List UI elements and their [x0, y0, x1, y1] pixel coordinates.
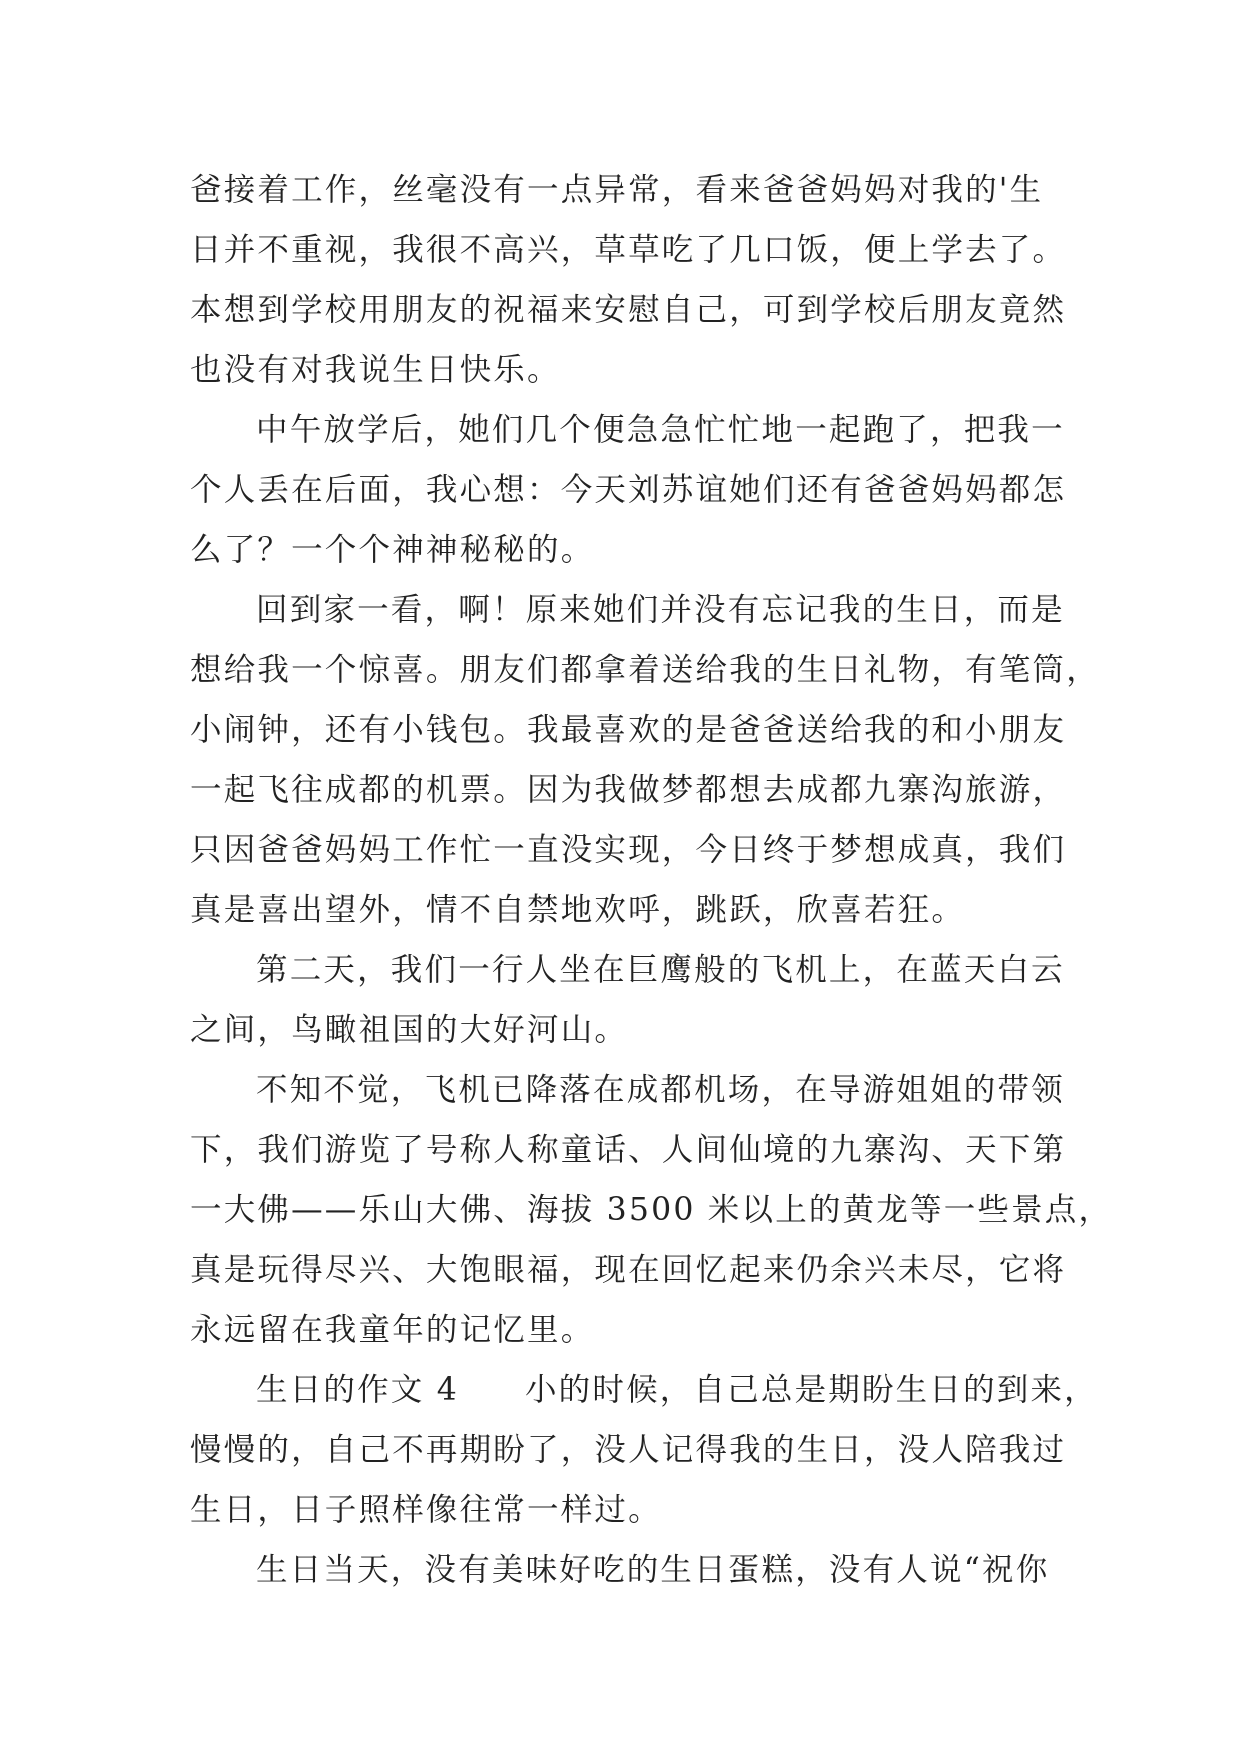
- text-line: 爸接着工作，丝毫没有一点异常，看来爸爸妈妈对我的'生: [190, 172, 1044, 208]
- text-line: 一起飞往成都的机票。因为我做梦都想去成都九寨沟旅游，: [190, 772, 1067, 808]
- text-line: 慢慢的，自己不再期盼了，没人记得我的生日，没人陪我过: [190, 1432, 1067, 1468]
- text-line: 生日，日子照样像往常一样过。: [190, 1492, 662, 1528]
- text-line: 下，我们游览了号称人称童话、人间仙境的九寨沟、天下第: [190, 1132, 1067, 1168]
- essay-first-sentence: 小的时候，自己总是期盼生日的到来，: [524, 1372, 1098, 1408]
- paragraph-start-line: 回到家一看，啊！原来她们并没有忘记我的生日，而是: [256, 592, 1065, 628]
- text-line: 么了？一个个神神秘秘的。: [190, 532, 595, 568]
- paragraph-start-line: 生日当天，没有美味好吃的生日蛋糕，没有人说“祝你: [256, 1552, 1050, 1588]
- text-line: 也没有对我说生日快乐。: [190, 352, 561, 388]
- text-line: 永远留在我童年的记忆里。: [190, 1312, 595, 1348]
- text-line: 本想到学校用朋友的祝福来安慰自己，可到学校后朋友竟然: [190, 292, 1067, 328]
- text-line: 日并不重视，我很不高兴，草草吃了几口饭，便上学去了。: [190, 232, 1067, 268]
- paragraph-start-line: 中午放学后，她们几个便急急忙忙地一起跑了，把我一: [256, 412, 1065, 448]
- text-line: 一大佛——乐山大佛、海拔 3500 米以上的黄龙等一些景点，: [190, 1192, 1113, 1228]
- text-line: 想给我一个惊喜。朋友们都拿着送给我的生日礼物，有笔筒，: [190, 652, 1100, 688]
- essay-heading-line: [190, 1360, 1098, 1420]
- essay-body: [190, 160, 1113, 1600]
- text-line: 之间，鸟瞰祖国的大好河山。: [190, 1012, 629, 1048]
- text-line: 真是玩得尽兴、大饱眼福，现在回忆起来仍余兴未尽，它将: [190, 1252, 1067, 1288]
- paragraph-start-line: 不知不觉，飞机已降落在成都机场，在导游姐姐的带领: [256, 1072, 1065, 1108]
- essay-title: 生日的作文 4: [256, 1372, 459, 1408]
- text-line: 个人丢在后面，我心想：今天刘苏谊她们还有爸爸妈妈都怎: [190, 472, 1067, 508]
- text-line: 真是喜出望外，情不自禁地欢呼，跳跃，欣喜若狂。: [190, 892, 966, 928]
- text-line: 只因爸爸妈妈工作忙一直没实现，今日终于梦想成真，我们: [190, 832, 1067, 868]
- text-line: 小闹钟，还有小钱包。我最喜欢的是爸爸送给我的和小朋友: [190, 712, 1067, 748]
- paragraph-start-line: 第二天，我们一行人坐在巨鹰般的飞机上，在蓝天白云: [256, 952, 1065, 988]
